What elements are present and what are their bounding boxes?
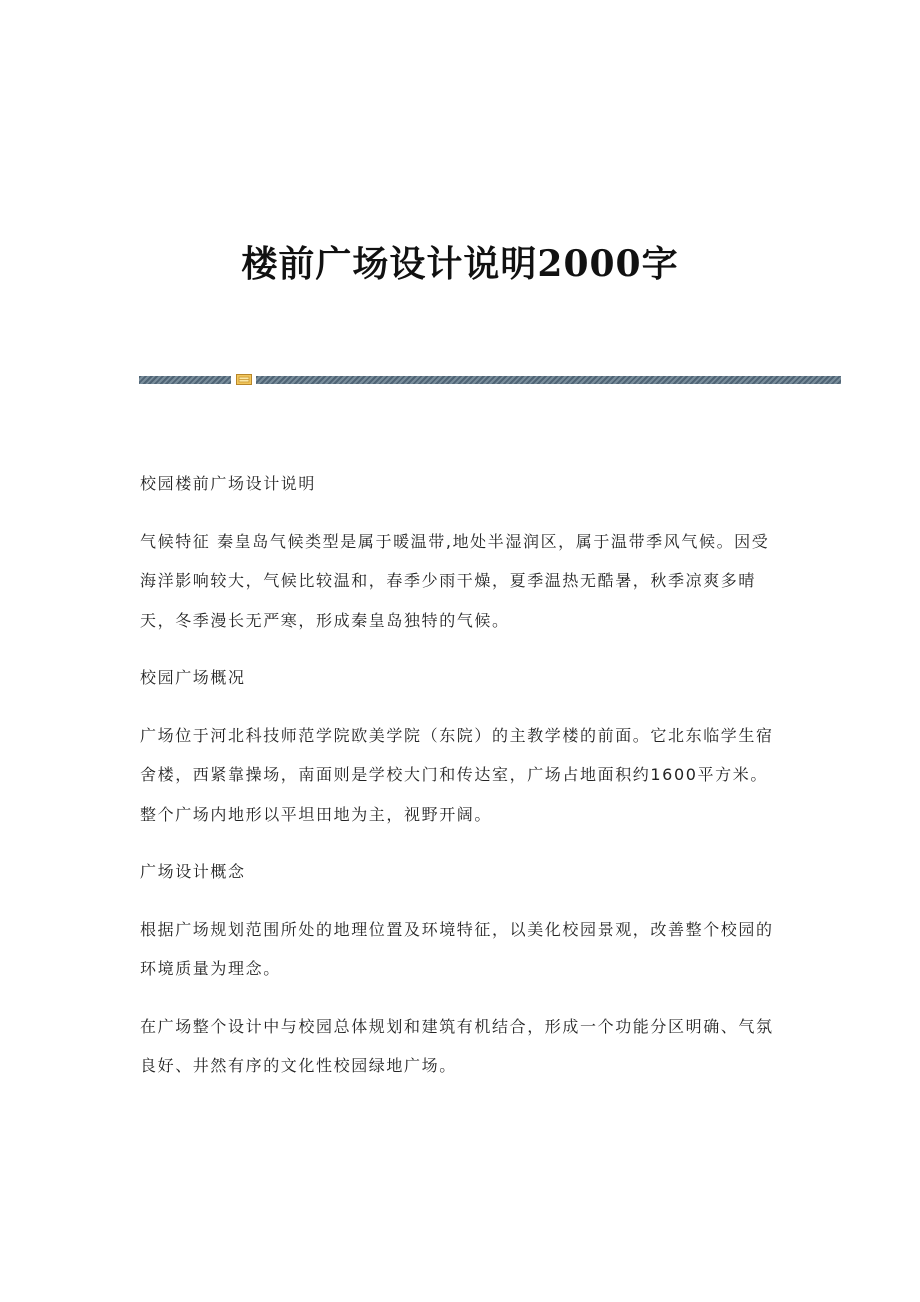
- divider-bar-left: [139, 376, 231, 384]
- body-paragraph: 在广场整个设计中与校园总体规划和建筑有机结合，形成一个功能分区明确、气氛良好、井然有序的文化性校园绿地广场。: [140, 1016, 774, 1075]
- document-body: [140, 464, 780, 1104]
- divider-bar-right: [256, 376, 841, 384]
- divider-ornament-icon: [236, 373, 252, 386]
- section-heading: 广场设计概念: [140, 862, 246, 881]
- section-heading: 校园楼前广场设计说明: [140, 474, 317, 493]
- body-paragraph: 广场位于河北科技师范学院欧美学院（东院）的主教学楼的前面。它北东临学生宿舍楼，西紧靠操场，南面则是学校大门和传达室，广场占地面积约1600平方米。整个广场内地形以平坦田地为主，视野开阔。: [140, 725, 774, 824]
- body-paragraph: 根据广场规划范围所处的地理位置及环境特征，以美化校园景观，改善整个校园的环境质量为理念。: [140, 919, 774, 978]
- page-title: 楼前广场设计说明2000字: [241, 243, 679, 286]
- title-divider: [139, 373, 841, 387]
- body-paragraph: 气候特征 秦皇岛气候类型是属于暖温带,地处半湿润区，属于温带季风气候。因受海洋影响较大，气候比较温和，春季少雨干燥，夏季温热无酷暑，秋季凉爽多晴天，冬季漫长无严寒，形成秦皇岛独特的气候。: [140, 531, 770, 630]
- section-heading: 校园广场概况: [140, 668, 246, 687]
